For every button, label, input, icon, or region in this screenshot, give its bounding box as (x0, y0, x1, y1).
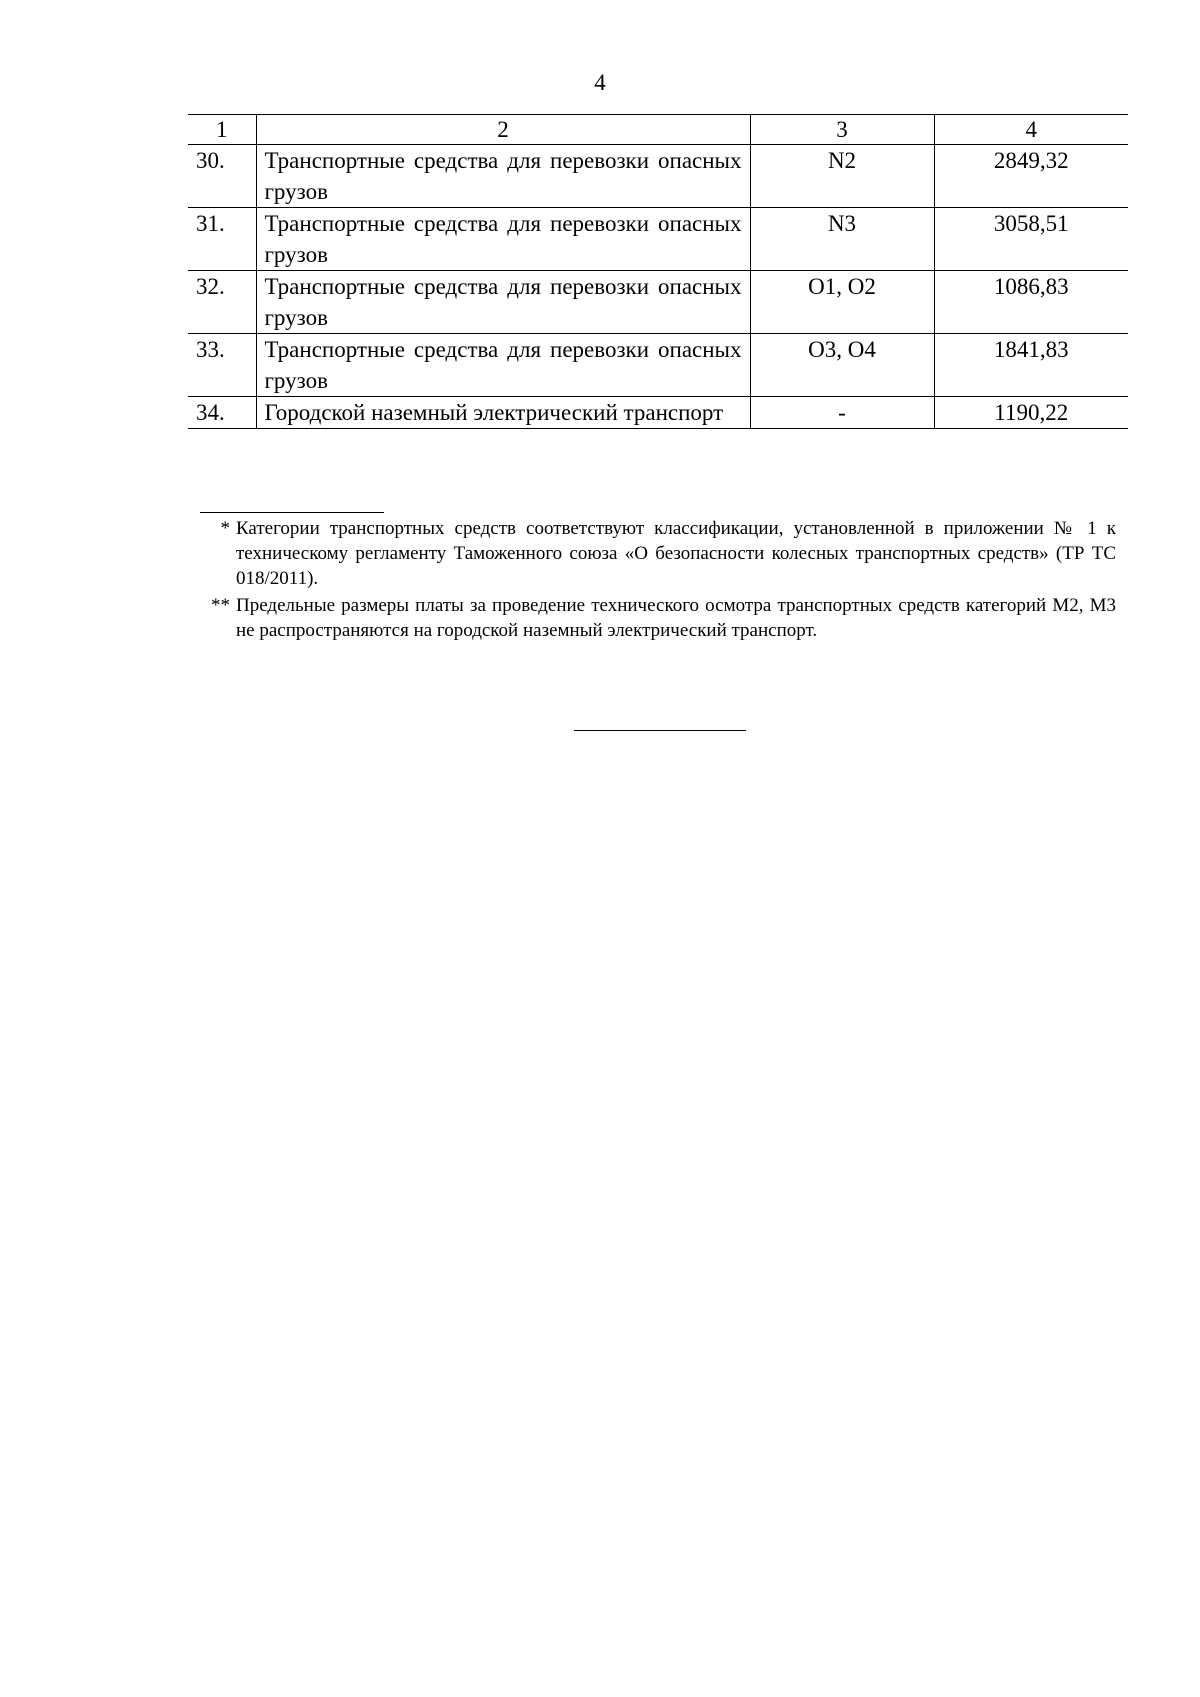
document-end-line (574, 730, 746, 731)
footnote-marker: * (220, 518, 230, 539)
vehicle-category: N3 (750, 208, 934, 271)
vehicle-type: Транспортные средства для перевозки опасных грузов (256, 271, 750, 334)
vehicle-category: N2 (750, 145, 934, 208)
fee-amount: 3058,51 (934, 208, 1128, 271)
fee-amount: 1086,83 (934, 271, 1128, 334)
row-number: 34. (188, 397, 256, 429)
vehicle-type: Городской наземный электрический транспорт (256, 397, 750, 429)
row-number: 33. (188, 334, 256, 397)
table-row (188, 334, 1128, 397)
vehicle-type: Транспортные средства для перевозки опасных грузов (256, 334, 750, 397)
column-header-2: 2 (256, 115, 750, 145)
footnote (196, 593, 1116, 643)
table-row (188, 397, 1128, 429)
fee-amount: 1841,83 (934, 334, 1128, 397)
vehicle-type: Транспортные средства для перевозки опасных грузов (256, 208, 750, 271)
vehicle-category: O1, O2 (750, 271, 934, 334)
table-row (188, 208, 1128, 271)
row-number: 31. (188, 208, 256, 271)
footnote-marker: ** (211, 595, 230, 616)
row-number: 32. (188, 271, 256, 334)
footnotes (196, 516, 1116, 645)
footnote (196, 516, 1116, 591)
vehicle-type: Транспортные средства для перевозки опасных грузов (256, 145, 750, 208)
row-number: 30. (188, 145, 256, 208)
fee-table (188, 114, 1128, 429)
fee-amount: 2849,32 (934, 145, 1128, 208)
table-header-row (188, 115, 1128, 145)
footnote-text: Категории транспортных средств соответствуют классификации, установленной в приложении № 1 к техническому регламенту Таможенного союза «О безопасности колесных транспортных средств» (ТР ТС 018/2011). (236, 518, 1116, 589)
column-header-1: 1 (188, 115, 256, 145)
vehicle-category: O3, O4 (750, 334, 934, 397)
page-number: 4 (594, 70, 606, 95)
vehicle-category: - (750, 397, 934, 429)
fee-amount: 1190,22 (934, 397, 1128, 429)
column-header-3: 3 (750, 115, 934, 145)
column-header-4: 4 (934, 115, 1128, 145)
table-row (188, 145, 1128, 208)
table-row (188, 271, 1128, 334)
footnote-text: Предельные размеры платы за проведение технического осмотра транспортных средств категорий М2, М3 не распространяются на городской наземный электрический транспорт. (236, 595, 1116, 641)
footnote-separator (200, 512, 384, 513)
